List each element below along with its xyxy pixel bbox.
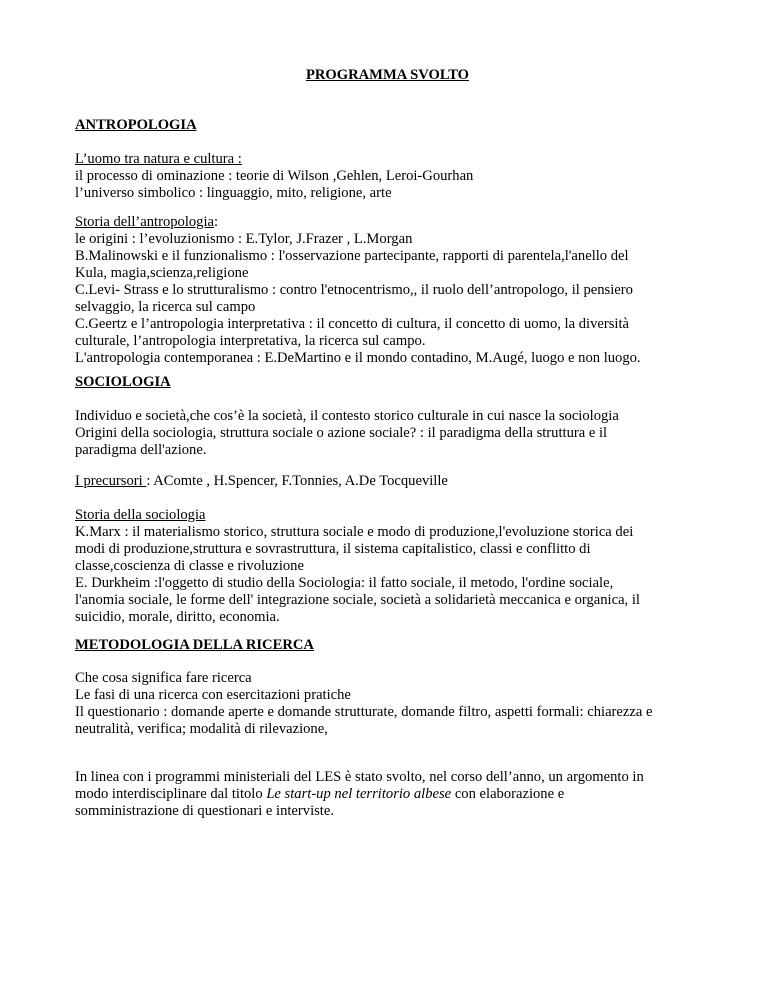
section-heading-antropologia: ANTROPOLOGIA bbox=[75, 117, 197, 133]
text-line: L'antropologia contemporanea : E.DeMartino e il mondo contadino, M.Augé, luogo e non luogo. bbox=[75, 350, 641, 366]
subheading-line bbox=[75, 214, 700, 231]
subheading-precursori: I precursori bbox=[75, 473, 147, 489]
paragraph-precursori bbox=[75, 473, 700, 490]
text-line: suicidio, morale, diritto, economia. bbox=[75, 609, 280, 625]
text-line: K.Marx : il materialismo storico, struttura sociale e modo di produzione,l'evoluzione storica dei bbox=[75, 524, 634, 540]
text-line: Individuo e società,che cos’è la società, il contesto storico culturale in cui nasce la sociologia bbox=[75, 408, 619, 424]
text-line: le origini : l’evoluzionismo : E.Tylor, J.Frazer , L.Morgan bbox=[75, 231, 413, 247]
text-line: C.Levi- Strass e lo strutturalismo : contro l'etnocentrismo,, il ruolo dell’antropologo, il pensiero bbox=[75, 282, 633, 298]
paragraph-storia-sociologia bbox=[75, 507, 700, 626]
text-line: somministrazione di questionari e interviste. bbox=[75, 803, 334, 819]
text-line: Che cosa significa fare ricerca bbox=[75, 670, 252, 686]
text-fragment: modo interdisciplinare dal titolo bbox=[75, 786, 267, 802]
paragraph-metodologia bbox=[75, 670, 700, 738]
text-line: culturale, l’antropologia interpretativa, la ricerca sul campo. bbox=[75, 333, 426, 349]
text-line: E. Durkheim :l'oggetto di studio della Sociologia: il fatto sociale, il metodo, l'ordine sociale, bbox=[75, 575, 614, 591]
text-line: il processo di ominazione : teorie di Wilson ,Gehlen, Leroi-Gourhan bbox=[75, 168, 474, 184]
text-line: l’universo simbolico : linguaggio, mito, religione, arte bbox=[75, 185, 392, 201]
text-line: selvaggio, la ricerca sul campo bbox=[75, 299, 256, 315]
section-heading-sociologia: SOCIOLOGIA bbox=[75, 374, 171, 390]
text-line: Kula, magia,scienza,religione bbox=[75, 265, 249, 281]
text-line: B.Malinowski e il funzionalismo : l'osservazione partecipante, rapporti di parentela,l'anello del bbox=[75, 248, 629, 264]
project-title: Le start-up nel territorio albese bbox=[266, 786, 452, 802]
paragraph-storia-antropologia bbox=[75, 214, 700, 367]
text-line-with-title bbox=[75, 786, 700, 803]
text-line: Il questionario : domande aperte e domande strutturate, domande filtro, aspetti formali: chiarezza e bbox=[75, 704, 653, 720]
text-line: classe,coscienza di classe e rivoluzione bbox=[75, 558, 304, 574]
precursori-text: : AComte , H.Spencer, F.Tonnies, A.De Tocqueville bbox=[146, 473, 448, 489]
section-heading-metodologia: METODOLOGIA DELLA RICERCA bbox=[75, 637, 314, 653]
paragraph-conclusione bbox=[75, 769, 700, 820]
subheading-storia-sociologia: Storia della sociologia bbox=[75, 507, 206, 523]
text-line: paradigma dell'azione. bbox=[75, 442, 207, 458]
precursori-line bbox=[75, 473, 700, 490]
text-line: l'anomia sociale, le forme dell' integrazione sociale, società a solidarietà meccanica e organica, il bbox=[75, 592, 640, 608]
page-title: PROGRAMMA SVOLTO bbox=[305, 67, 470, 83]
subheading-suffix: : bbox=[214, 214, 219, 230]
subheading-storia-antropologia: Storia dell’antropologia bbox=[75, 214, 215, 230]
text-line: Le fasi di una ricerca con esercitazioni pratiche bbox=[75, 687, 351, 703]
text-line: neutralità, verifica; modalità di rilevazione, bbox=[75, 721, 328, 737]
subheading-uomo-natura-cultura: L’uomo tra natura e cultura : bbox=[75, 151, 242, 167]
paragraph-sociologia-intro bbox=[75, 408, 700, 459]
text-line: In linea con i programmi ministeriali del LES è stato svolto, nel corso dell’anno, un argomento in bbox=[75, 769, 644, 785]
paragraph-uomo-natura-cultura bbox=[75, 151, 700, 202]
text-fragment: con elaborazione e bbox=[451, 786, 565, 802]
text-line: modi di produzione,struttura e sovrastruttura, il sistema capitalistico, classi e conflitto di bbox=[75, 541, 591, 557]
text-line: C.Geertz e l’antropologia interpretativa : il concetto di cultura, il concetto di uomo, la diversità bbox=[75, 316, 629, 332]
text-line: Origini della sociologia, struttura sociale o azione sociale? : il paradigma della struttura e il bbox=[75, 425, 608, 441]
